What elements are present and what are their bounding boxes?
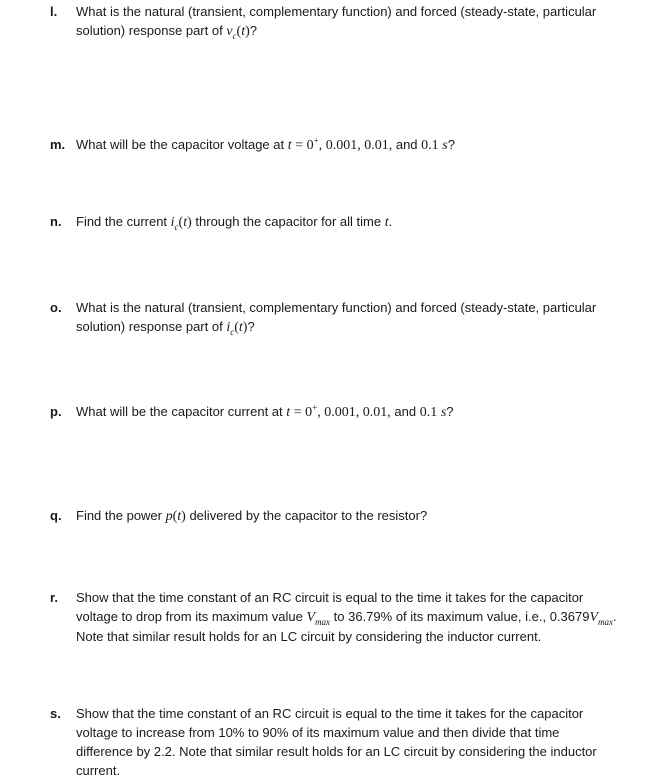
question-text: What is the natural (transient, complementary function) and forced (steady-state, particular solution) response part of $i_c(t)$?: [76, 300, 597, 337]
question-text: What is the natural (transient, complementary function) and forced (steady-state, particular solution) response part of $v_c(t)$?: [76, 4, 597, 41]
question-label: q.: [50, 508, 62, 523]
question-text: What will be the capacitor voltage at t = 0+, 0.001, 0.01, and 0.1 s?: [76, 135, 455, 153]
question-label: l.: [50, 4, 58, 19]
question-text: Find the power p(t) delivered by the capacitor to the resistor?: [76, 508, 428, 524]
question-label: r.: [50, 590, 58, 605]
question-text: What will be the capacitor current at t = 0+, 0.001, 0.01, and 0.1 s?: [76, 402, 454, 420]
question-label: o.: [50, 300, 62, 315]
question-text: Show that the time constant of an RC circuit is equal to the time it takes for the capacitor voltage to drop from its maximum value $V_{max}$ to 36.79% of its maximum value, i.e., $0.3679V_{max}$. Note that similar result holds for an LC circuit by considering the inductor current.: [76, 590, 617, 644]
question-text: Find the current $i_c(t)$ through the capacitor for all time t.: [76, 214, 393, 232]
question-label: s.: [50, 706, 61, 721]
question-label: m.: [50, 137, 66, 152]
question-label: p.: [50, 404, 62, 419]
question-label: n.: [50, 214, 62, 229]
question-text: Show that the time constant of an RC circuit is equal to the time it takes for the capacitor voltage to increase from 10% to 90% of its maximum value and then divide that time difference by 2.2. Note that similar result holds for an LC circuit by considering the inductor current.: [76, 706, 597, 778]
